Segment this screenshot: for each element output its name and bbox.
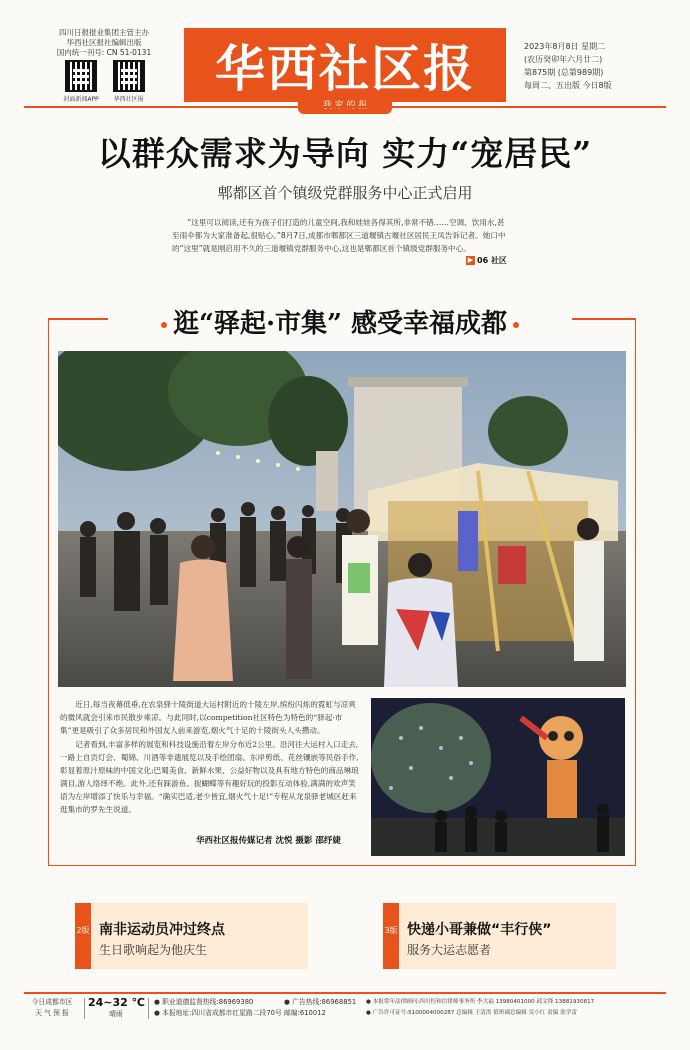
qr-code-app [63,60,98,103]
footer-separator [148,998,149,1019]
weather-label [24,997,80,1019]
weather-line: 天 气 预 报 [35,1009,69,1017]
teaser-page-2[interactable] [75,903,308,969]
masthead-issue-info [524,40,666,92]
footer [24,997,666,1021]
night-market-photo [58,351,626,687]
bullet-icon [161,322,167,328]
footer-line: ● 职业道德监督热线:86969380 [154,998,254,1006]
page-reference[interactable] [466,255,507,266]
feature-paragraph: 近日,每当夜幕低垂,在农泉驿十陵街道大运村附近的十陵左岸,缤纷闪烁的霓虹与凉爽的微风就会引来市民散步乘凉。与此同时,以competition社区特色为特色的“驿起·市集”更是吸引了众多居民和外国友人前来游览,烟火气十足的十陵街头人头攒动。 [60,700,356,735]
weather-condition: 晴雨 [109,1010,123,1018]
issue-schedule: 每周二、五出版 今日8版 [524,81,612,90]
footer-divider [24,992,666,994]
headline-subtitle: 郫都区首个镇级党群服务中心正式启用 [217,184,473,202]
publisher-line: 国内统一刊号: CN 51-0131 [56,48,152,57]
night-market-photo-illustration [58,351,626,687]
bullet-icon [513,322,519,328]
qr-code-icon [113,60,145,92]
footer-contact-col [154,997,282,1019]
teaser-subtitle: 服务大运志愿者 [407,943,492,957]
qr-caption: 华西社区报 [113,96,144,103]
teaser-title: 快递小哥兼做“丰行侠” [407,922,552,938]
headline-lead: “这里可以阅读,还有为孩子们打造的儿童空间,我和娃娃各得其所,非常不错……空调、饮用水,甚至雨伞都为大家准备起,很贴心。”8月7日,成都市郫都区三道堰镇古堰社区居民王凤告诉记者。她口中的“这里”就是刚启用不久的三道堰镇党群服务中心,这也是郫都区首个镇级党群服务中心。 [172,218,506,253]
footer-line: ● 本报地址:四川省成都市红星路二段70号 [154,1009,282,1017]
arrow-icon: ▶ [467,256,474,264]
issue-lunar-date: (农历癸卯年六月廿二) [524,55,603,64]
qr-code-icon [65,60,97,92]
feature-title-text: 逛“驿起·市集” 感受幸福成都 [172,309,507,339]
footer-legal-col [366,997,594,1019]
mascot-statue-photo [371,698,625,856]
masthead-divider [24,106,666,108]
feature-byline: 华西社区报传媒记者 沈悦 摄影 邵纾婕 [196,836,341,846]
qr-caption: 封面新闻APP [63,96,99,103]
feature-frame-top-left [48,318,108,320]
footer-line: ● 广告许可证号:5100004000287 总编辑 王清洪 值班副总编辑 吴小红 责编 张学雷 [366,1010,577,1016]
footer-contact-col [284,997,356,1019]
footer-separator [84,998,85,1019]
footer-line: ● 广告热线:86968851 [284,998,357,1006]
teaser-title: 南非运动员冲过终点 [99,922,225,938]
masthead-title-block [184,28,506,102]
teaser-page-tag: 3版 [383,903,399,969]
page-reference-label: 社区 [490,256,507,265]
weather-line: 今日成都市区 [31,998,73,1006]
page-reference-number: 06 [477,256,489,265]
footer-line: 邮编:610012 [284,1009,326,1017]
weather-forecast [88,997,144,1020]
feature-frame-top-right [572,318,636,320]
issue-number: 第875期 (总第989期) [524,68,604,77]
issue-date: 2023年8月8日 星期二 [524,42,606,51]
feature-body [60,698,360,817]
headline-title: 以群众需求为导向 实力“宠居民” [97,134,593,173]
feature-paragraph: 记者看到,丰富多样的展览和科技设施沿着左岸分布近2公里。沿河往大运村入口走去,一路上自贡灯会、蜀锦、川酒等非遗展览以及手绘团扇、东岸剪纸、花丝镶嵌等民俗手作,彰显着原汁原味的中国文化;巴蜀美食、新鲜水果、公益好物以及具有地方特色的商品琳琅满目,游人络绎不绝。此外,还有踩游鱼、捉蝴蝶等有趣好玩的投影互动体验,满满的欢声笑语为左岸增添了快乐与幸福。“确实巴适,老少皆宜,烟火气十足!”专程从龙泉驿老城区赶来逛集市的罗先生说道。 [60,740,359,814]
mascot-photo-illustration [371,698,625,856]
teaser-page-tag: 2版 [75,903,91,969]
publisher-line: 华西社区报社编辑出版 [66,38,142,47]
teaser-subtitle: 生日歌响起为他庆生 [99,943,208,957]
qr-code-paper [113,60,145,103]
masthead [24,28,666,112]
footer-line: ● 本报常年法律顾问:四川恒和信律师事务所 李大福 13980401000 邱文锋 13881930817 [366,999,595,1005]
feature-title [108,303,572,340]
newspaper-title: 华西社区报 [215,40,475,98]
publisher-line: 四川日报报业集团主管主办 [59,28,149,37]
teaser-page-3[interactable] [383,903,616,969]
temperature: 24~32 ℃ [88,996,145,1009]
masthead-publisher-info [24,28,184,112]
